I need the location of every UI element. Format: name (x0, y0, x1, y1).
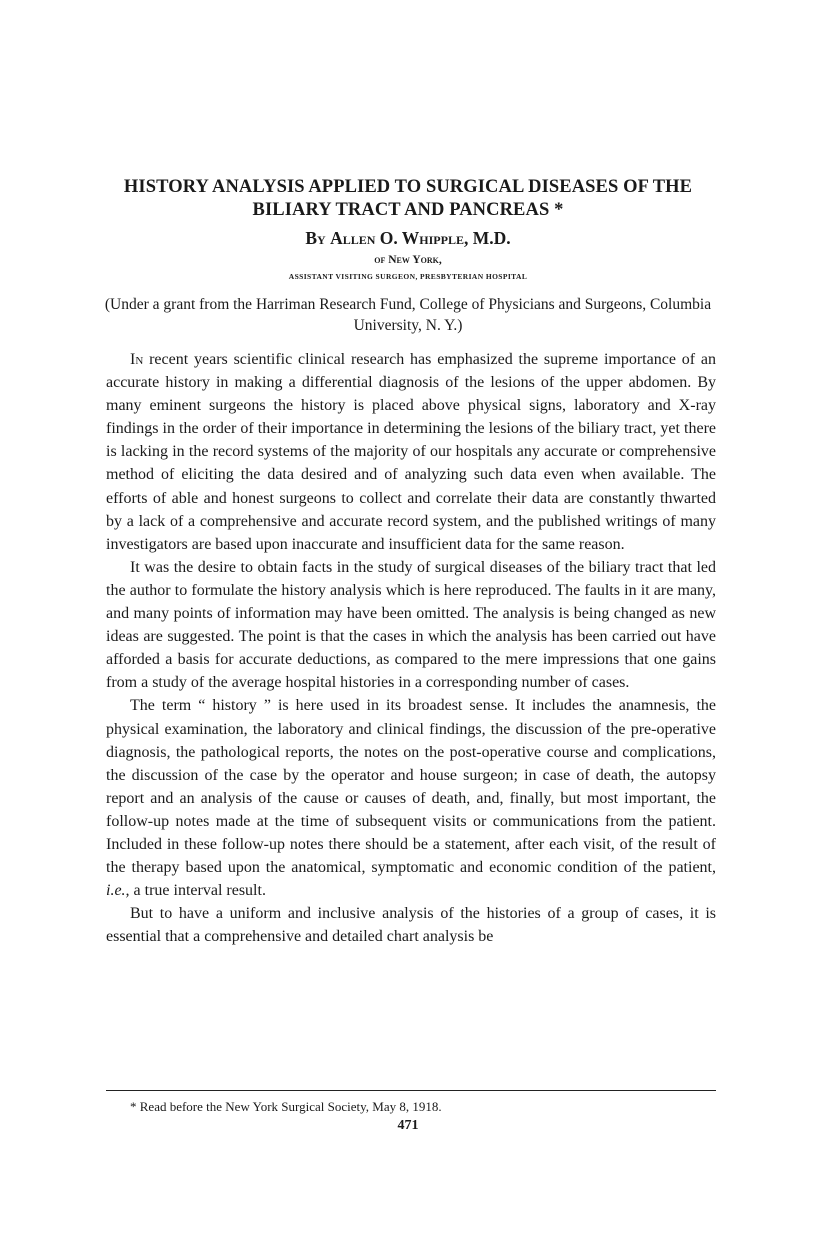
page-number: 471 (397, 1118, 419, 1133)
paragraph-1-text: recent years scientific clinical research has emphasized the supreme importance of an accurate history in making a differential diagnosis of the lesions of the upper abdomen. By many eminent surgeons the history is placed above physical signs, laboratory and X-ray findings in the order of their importance in determining the lesions of the biliary tract, yet there is lacking in the record systems of the majority of our hospitals any accurate or comprehensive method of eliciting the data desired and of analyzing such data even when available. The efforts of able and honest surgeons to collect and correlate their data are constantly thwarted by a lack of a comprehensive and accurate record system, and the published writings of many investigators are based upon inaccurate and insufficient data for the same reason. (106, 351, 716, 553)
paragraph-3-text-a: The term “ history ” is here used in its broadest sense. It includes the anamnesis, the physical examination, the laboratory and clinical findings, the discussion of the pre-operative diagnosis, the pathological reports, the notes on the post-operative course and complications, the discussion of the case by the operator and house surgeon; in case of death, the autopsy report and an analysis of the cause or causes of death, and, finally, but most important, the follow-up notes made at the time of subsequent visits or communications from the patient. Included in these follow-up notes there should be a statement, after each visit, of the result of the therapy based upon the anatomical, symptomatic and economic condition of the patient, (106, 697, 716, 877)
paragraph-3-text-b: a true interval result. (129, 882, 266, 900)
paragraph-3-ie: i.e., (106, 882, 130, 900)
author-affiliation: ASSISTANT VISITING SURGEON, PRESBYTERIAN HOSPITAL (288, 272, 528, 281)
paragraph-3 (106, 694, 716, 902)
paragraph-1 (106, 348, 716, 556)
paragraph-4: But to have a uniform and inclusive analysis of the histories of a group of cases, it is essential that a comprehensive and detailed chart analysis be (106, 905, 716, 946)
author-location: of New York, (374, 254, 442, 266)
author-name: Allen O. Whipple, M.D. (330, 228, 511, 248)
article-body (106, 348, 716, 948)
paragraph-1-lead: In (130, 351, 144, 368)
author-byline (96, 227, 720, 249)
grant-note: (Under a grant from the Harriman Research Fund, College of Physicians and Surgeons, Columbia University, N. Y.) (104, 296, 712, 334)
paragraph-2: It was the desire to obtain facts in the study of surgical diseases of the biliary tract that led the author to formulate the history analysis which is here reproduced. The faults in it are many, and many points of information may have been omitted. The analysis is being changed as new ideas are suggested. The point is that the cases in which the analysis has been carried out have afforded a basis for accurate deductions, as compared to the mere impressions that one gains from a study of the average hospital histories in a corresponding number of cases. (106, 558, 716, 692)
byline-prefix: By (305, 228, 326, 248)
footnote: * Read before the New York Surgical Society, May 8, 1918. (130, 1099, 442, 1114)
footnote-divider (106, 1090, 716, 1091)
article-title: HISTORY ANALYSIS APPLIED TO SURGICAL DISEASES OF THE BILIARY TRACT AND PANCREAS * (123, 177, 693, 220)
